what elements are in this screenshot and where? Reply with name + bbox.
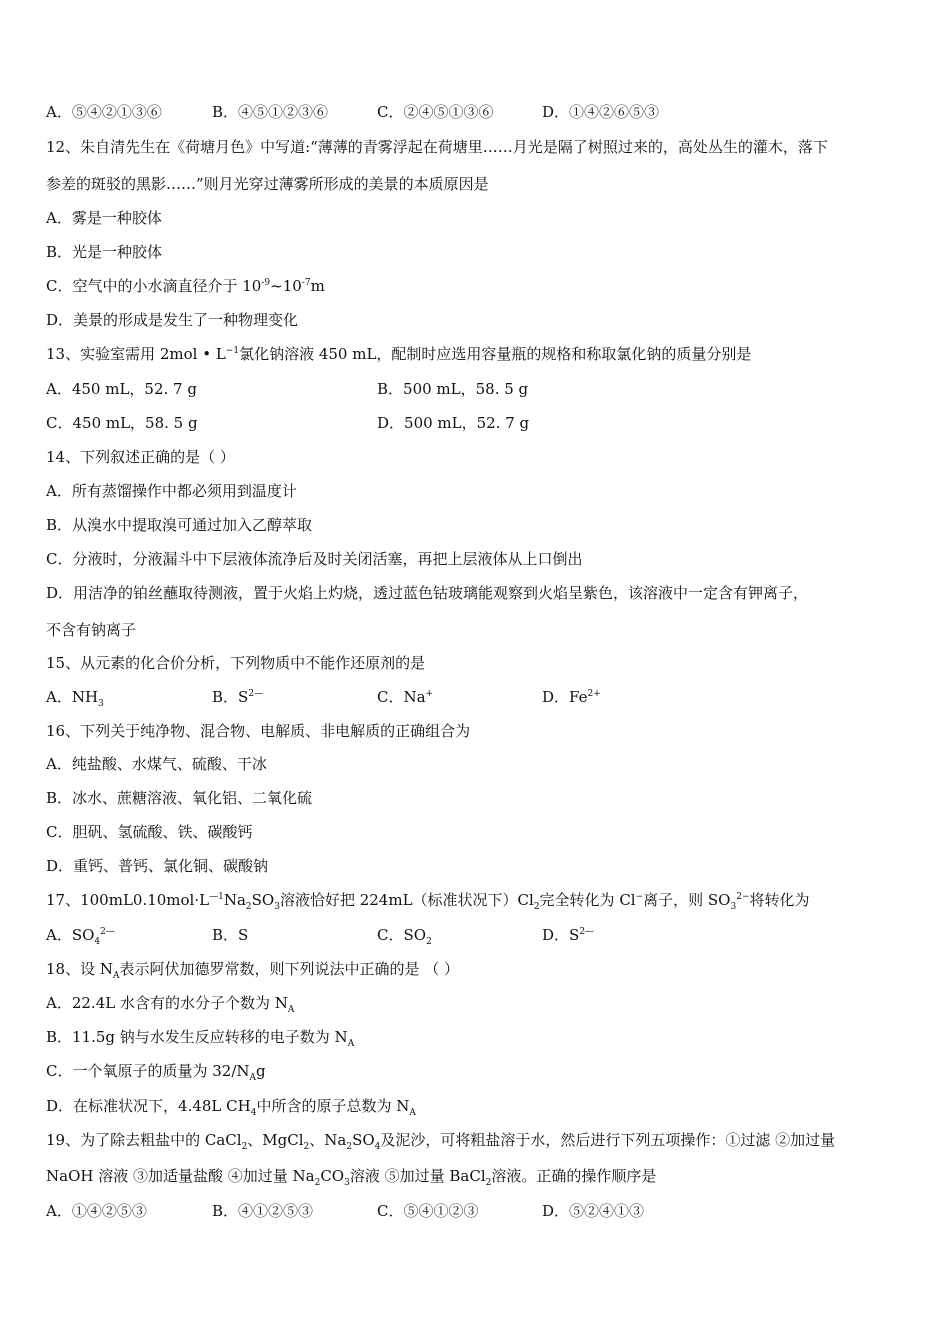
q19-option-c: C．⑤④①②③: [377, 1202, 479, 1220]
q12-option-c: C．空气中的小水滴直径介于 $10^{-9}\sim 10^{-7}m$: [46, 277, 325, 295]
q13-option-a: A．450 mL，52. 7 g: [46, 380, 197, 398]
q16-option-a: A．纯盐酸、水煤气、硫酸、干冰: [46, 755, 267, 773]
q18-option-d: D．在标准状况下，4.48L $CH_4$中所含的原子总数为 $N_A$: [46, 1097, 416, 1118]
q11-option-d: D．①④②⑥⑤③: [542, 103, 660, 121]
q13-option-b: B．500 mL，58. 5 g: [377, 380, 529, 398]
q18-option-b: B．11.5g 钠与水发生反应转移的电子数为 $N_A$: [46, 1028, 355, 1049]
q19-option-d: D．⑤②④①③: [542, 1202, 645, 1220]
q17-option-b: B．S: [212, 926, 249, 944]
q19-stem-line2: NaOH 溶液 ③加适量盐酸 ④加过量 $Na_2CO_3$溶液 ⑤加过量 BaCl$_2$溶液。正确的操作顺序是: [46, 1167, 657, 1188]
q11-option-a: A．⑤④②①③⑥: [46, 103, 162, 121]
q11-option-b: B．④⑤①②③⑥: [212, 103, 329, 121]
q16-option-c: C．胆矾、氢硫酸、铁、碳酸钙: [46, 823, 253, 841]
q19-option-a: A．①④②⑤③: [46, 1202, 147, 1220]
q15-option-d: D．$Fe^{2+}$: [542, 688, 601, 706]
q18-stem: 18、设 $N_A$表示阿伏加德罗常数，则下列说法中正确的是 （ ）: [46, 960, 460, 981]
q16-stem: 16、下列关于纯净物、混合物、电解质、非电解质的正确组合为: [46, 722, 471, 740]
q19-option-b: B．④①②⑤③: [212, 1202, 314, 1220]
q12-option-d: D．美景的形成是发生了一种物理变化: [46, 311, 299, 329]
q14-stem: 14、下列叙述正确的是（ ）: [46, 448, 235, 466]
q14-option-d-line1: D．用洁净的铂丝蘸取待测液，置于火焰上灼烧，透过蓝色钴玻璃能观察到火焰呈紫色，该溶液中一定含有钾离子，: [46, 584, 809, 602]
q17-option-c: C．$SO_2$: [377, 926, 432, 947]
q15-option-a: A．$NH_3$: [46, 688, 104, 709]
q16-option-d: D．重钙、普钙、氯化铜、碳酸钠: [46, 857, 269, 875]
q13-option-d: D．500 mL，52. 7 g: [377, 414, 530, 432]
q15-option-c: C．Na+: [377, 688, 434, 706]
q19-stem-line1: 19、为了除去粗盐中的 CaCl$_2$、MgCl$_2$、$Na_2SO_4$及泥沙，可将粗盐溶于水，然后进行下列五项操作：①过滤 ②加过量: [46, 1131, 836, 1152]
q17-option-d: D．$S^{2—}$: [542, 926, 595, 944]
q17-stem: 17、$100mL0.10mol\cdot L^{—1}Na_2SO_3$溶液恰好把 224mL（标准状况下）$Cl_2$完全转化为 Cl−离子，则 $SO_3^{2-}$将转化为: [46, 891, 810, 912]
q14-option-c: C．分液时，分液漏斗中下层液体流净后及时关闭活塞，再把上层液体从上口倒出: [46, 550, 583, 568]
q15-stem: 15、从元素的化合价分析，下列物质中不能作还原剂的是: [46, 654, 426, 672]
q12-option-b: B．光是一种胶体: [46, 243, 163, 261]
q12-option-a: A．雾是一种胶体: [46, 209, 162, 227]
q14-option-d-line2: 不含有钠离子: [46, 621, 137, 639]
q13-stem: 13、实验室需用 2mol • $L^{-1}$氯化钠溶液 450 mL，配制时应选用容量瓶的规格和称取氯化钠的质量分别是: [46, 345, 752, 363]
q14-option-a: A．所有蒸馏操作中都必须用到温度计: [46, 482, 297, 500]
q15-option-b: B．$S^{2—}$: [212, 688, 264, 706]
q18-option-a: A．22.4L 水含有的水分子个数为 $N_A$: [46, 994, 295, 1015]
q13-option-c: C．450 mL，58. 5 g: [46, 414, 198, 432]
q14-option-b: B．从溴水中提取溴可通过加入乙醇萃取: [46, 516, 313, 534]
q16-option-b: B．冰水、蔗糖溶液、氧化铝、二氧化硫: [46, 789, 313, 807]
q12-stem-line1: 12、朱自清先生在《荷塘月色》中写道:“薄薄的青雾浮起在荷塘里……月光是隔了树照过来的，高处丛生的灌木，落下: [46, 138, 828, 156]
q18-option-c: C．一个氧原子的质量为 $32/N_Ag$: [46, 1062, 266, 1083]
q17-option-a: A．$SO_4^{2—}$: [46, 926, 115, 947]
q12-stem-line2: 参差的斑驳的黑影……”则月光穿过薄雾所形成的美景的本质原因是: [46, 175, 489, 193]
q11-option-c: C．②④⑤①③⑥: [377, 103, 494, 121]
